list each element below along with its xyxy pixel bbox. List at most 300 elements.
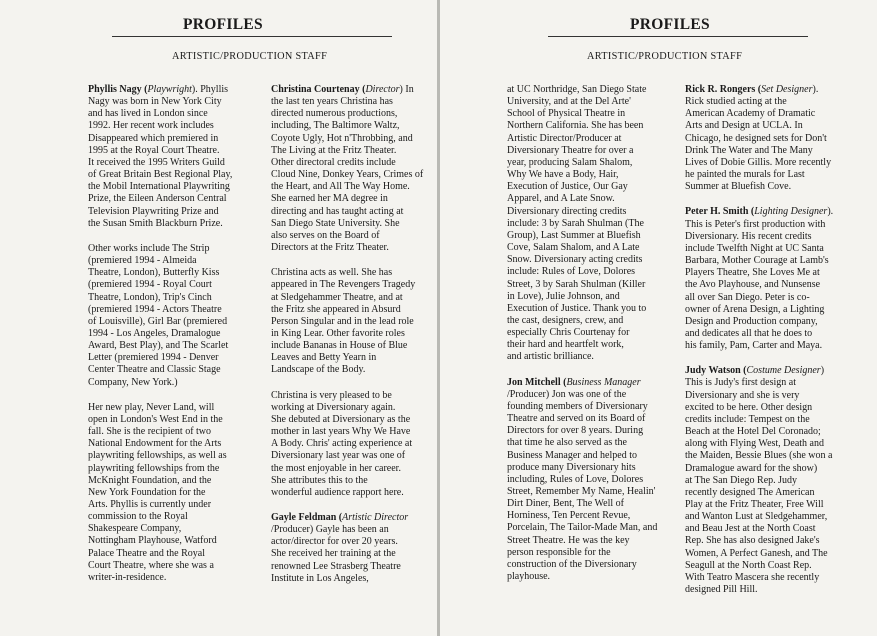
line-text: Disappeared which premiered in: [88, 132, 219, 144]
line-text: Rep. She has also designed Jake's: [685, 535, 820, 547]
title-rule: [112, 36, 392, 37]
text-line: [507, 401, 677, 413]
line-text: Coyote Ugly, Hot n'Throbbing, and: [271, 132, 413, 144]
text-line: [88, 292, 263, 304]
text-line: [507, 486, 677, 498]
text-line: [88, 352, 263, 364]
text-line: [685, 316, 870, 328]
paragraph-gap: [271, 377, 431, 390]
text-line: [685, 560, 870, 572]
line-text: the Avo Playhouse, and Nunsense: [685, 279, 821, 291]
text-line: [88, 535, 263, 547]
text-line: [685, 463, 870, 475]
line-text: Person Singular and in the lead role: [271, 315, 414, 327]
line-text: Snow. Diversionary acting credits: [507, 254, 643, 266]
text-line: [271, 108, 431, 120]
text-line: [88, 218, 263, 230]
line-text: Cove, Salam Shalom, and A Late: [507, 242, 640, 254]
text-line: [271, 524, 431, 536]
text-line: [685, 584, 870, 596]
line-text: ): [820, 365, 825, 377]
line-text: the most enjoyable in her career.: [271, 462, 401, 474]
text-line: [685, 267, 870, 279]
text-line: [271, 157, 431, 169]
line-text: Rick studied acting at the: [685, 96, 787, 108]
line-text: Award, Best Play), and The Scarlet: [88, 340, 229, 352]
line-text: Nottingham Playhouse, Watford: [88, 535, 217, 547]
role-title: Set Designer: [761, 84, 813, 95]
role-title: Director: [365, 84, 400, 95]
line-text: McKnight Foundation, and the: [88, 474, 212, 486]
line-text: the Susan Smith Blackburn Prize.: [88, 217, 223, 229]
line-text: ).: [812, 84, 819, 95]
line-text: San Diego State University. She: [271, 217, 400, 229]
text-line: [88, 206, 263, 218]
text-line: [88, 548, 263, 560]
line-text: Other directoral credits include: [271, 156, 396, 168]
text-line: [507, 133, 677, 145]
line-text: working at Diversionary again.: [271, 401, 396, 413]
line-text: along with Flying West, Death and: [685, 438, 824, 450]
line-text: (premiered 1994 - Actors Theatre: [88, 303, 222, 315]
line-text: Artistic Director/Producer at: [507, 132, 622, 144]
text-line: [271, 169, 431, 181]
text-line: [88, 193, 263, 205]
text-line: [507, 108, 677, 120]
line-text: Drink The Water and The Many: [685, 144, 813, 156]
line-text: recently designed The American: [685, 486, 815, 498]
text-column: [685, 84, 870, 596]
paragraph-gap: [685, 352, 870, 365]
line-text: Dramalogue award for the show): [685, 462, 818, 474]
text-line: [271, 279, 431, 291]
text-line: [271, 512, 431, 524]
line-text: Summer at Bluefish Cove.: [685, 181, 792, 193]
text-line: [507, 474, 677, 486]
text-line: [507, 462, 677, 474]
line-text: ) In: [399, 84, 414, 95]
text-line: [271, 364, 431, 376]
text-line: [507, 510, 677, 522]
line-text: at The San Diego Rep. Judy: [685, 474, 798, 486]
person-name: Rick R. Rongers (: [685, 84, 762, 95]
text-line: [88, 402, 263, 414]
line-text: directed numerous productions,: [271, 108, 398, 120]
line-text: /Producer) Jon was one of the: [507, 388, 627, 400]
line-text: Directors for over 8 years. During: [507, 425, 644, 437]
line-text: including, Rules of Love, Dolores: [507, 473, 644, 485]
line-text: designed Pill Hill.: [685, 584, 758, 596]
text-line: [685, 231, 870, 243]
line-text: the Fritz she appeared in Absurd: [271, 303, 401, 315]
line-text: Street, 3 by Sarah Shulman (Killer: [507, 278, 646, 290]
role-title: Lighting Designer: [754, 206, 828, 218]
text-line: [271, 181, 431, 193]
line-text: Northern California. She has been: [507, 120, 644, 132]
text-line: [271, 316, 431, 328]
text-line: [685, 402, 870, 414]
line-text: the Mobil International Playwriting: [88, 181, 230, 193]
text-line: [507, 279, 677, 291]
person-name: Peter H. Smith (: [685, 206, 755, 218]
text-line: [88, 377, 263, 389]
text-line: [507, 535, 677, 547]
text-line: [88, 340, 263, 352]
text-column: [271, 84, 431, 585]
line-text: Theatre, London), Butterfly Kiss: [88, 267, 220, 279]
text-line: [507, 315, 677, 327]
text-line: [507, 193, 677, 205]
line-text: founding members of Diversionary: [507, 400, 648, 412]
text-line: [507, 522, 677, 534]
text-line: [507, 559, 677, 571]
text-line: [88, 487, 263, 499]
line-text: especially Chris Courtenay for: [507, 327, 630, 339]
text-line: [507, 327, 677, 339]
line-text: mother in last years Why We Have: [271, 426, 411, 438]
line-text: Company, New York.): [88, 376, 178, 388]
line-text: Barbara, Mother Courage at Lamb's: [685, 255, 829, 267]
line-text: Dirt Diner, Bent, The Well of: [507, 498, 625, 510]
text-line: [271, 96, 431, 108]
text-line: [271, 414, 431, 426]
text-line: [271, 304, 431, 316]
person-name: Jon Mitchell (: [507, 376, 567, 388]
left-page: [0, 0, 437, 636]
line-text: Theatre, London), Trip's Cinch: [88, 291, 212, 303]
text-line: [507, 425, 677, 437]
text-line: [507, 303, 677, 315]
line-text: A Body. Chris' acting experience at: [271, 438, 413, 450]
line-text: include: Rules of Love, Dolores: [507, 266, 636, 278]
line-text: She debuted at Diversionary as the: [271, 413, 411, 425]
paragraph-gap: [271, 254, 431, 267]
line-text: his family, Pam, Carter and Maya.: [685, 340, 823, 352]
line-text: Porcelain, The Tailor-Made Man, and: [507, 522, 658, 534]
line-text: include: 3 by Sarah Shulman (The: [507, 217, 644, 229]
text-line: [507, 547, 677, 559]
text-line: [507, 437, 677, 449]
text-line: [88, 157, 263, 169]
line-text: She earned her MA degree in: [271, 193, 388, 205]
text-line: [271, 120, 431, 132]
text-line: [507, 230, 677, 242]
text-line: [685, 120, 870, 132]
text-line: [507, 206, 677, 218]
line-text: including, The Baltimore Waltz,: [271, 120, 400, 132]
page-title: PROFILES: [183, 16, 263, 33]
line-text: School of Physical Theatre in: [507, 108, 626, 120]
line-text: With Teatro Mascera she recently: [685, 571, 820, 583]
line-text: The Living at the Fritz Theater.: [271, 144, 397, 156]
text-line: [88, 450, 263, 462]
line-text: the last ten years Christina has: [271, 96, 393, 108]
line-text: Palace Theatre and the Royal: [88, 547, 205, 559]
text-line: [88, 84, 263, 96]
line-text: all over San Diego. Peter is co-: [685, 291, 810, 303]
line-text: Letter (premiered 1994 - Denver: [88, 352, 219, 364]
text-line: [271, 536, 431, 548]
text-line: [507, 120, 677, 132]
line-text: It received the 1995 Writers Guild: [88, 156, 225, 168]
line-text: Why We have a Body, Hair,: [507, 169, 619, 181]
line-text: Christina acts as well. She has: [271, 267, 393, 279]
title-rule: [548, 36, 808, 37]
text-line: [685, 475, 870, 487]
text-line: [88, 426, 263, 438]
line-text: in King Lear. Other favorite roles: [271, 327, 405, 339]
text-line: [507, 84, 677, 96]
text-line: [685, 523, 870, 535]
text-line: [507, 339, 677, 351]
line-text: New York Foundation for the: [88, 486, 206, 498]
page-subtitle: ARTISTIC/PRODUCTION STAFF: [172, 51, 328, 62]
text-line: [271, 438, 431, 450]
line-text: playhouse.: [507, 571, 551, 583]
text-line: [507, 413, 677, 425]
line-text: Other works include The Strip: [88, 242, 210, 254]
text-line: [88, 267, 263, 279]
line-text: ).: [827, 206, 834, 218]
line-text: at UC Northridge, San Diego State: [507, 84, 647, 95]
line-text: Diversionary last year was one of: [271, 450, 406, 462]
text-line: [271, 573, 431, 585]
role-title: Artistic Director: [342, 512, 409, 523]
person-name: Judy Watson (: [685, 365, 747, 377]
line-text: the Maiden, Bessie Blues (she won a: [685, 450, 833, 462]
line-text: and has lived in London since: [88, 108, 208, 120]
text-line: [88, 438, 263, 450]
text-line: [507, 351, 677, 363]
line-text: Apparel, and A Late Snow.: [507, 193, 615, 205]
text-line: [685, 487, 870, 499]
line-text: the Heart, and All The Way Home.: [271, 181, 410, 193]
text-line: [88, 96, 263, 108]
text-line: [685, 365, 870, 377]
line-text: produce many Diversionary hits: [507, 461, 636, 473]
text-line: [507, 498, 677, 510]
line-text: Women, A Perfect Ganesh, and The: [685, 547, 828, 559]
text-line: [507, 145, 677, 157]
text-line: [88, 463, 263, 475]
line-text: and dedicates all that he does to: [685, 327, 813, 339]
line-text: She attributes this to the: [271, 474, 368, 486]
line-text: Business Manager and helped to: [507, 449, 637, 461]
line-text: excited to be here. Other design: [685, 401, 813, 413]
line-text: Execution of Justice. Thank you to: [507, 302, 647, 314]
text-line: [685, 377, 870, 389]
text-line: [685, 499, 870, 511]
line-text: at Sledgehammer Theatre, and at: [271, 291, 403, 303]
line-text: National Endowment for the Arts: [88, 438, 222, 450]
line-text: include Bananas in House of Blue: [271, 340, 408, 352]
line-text: This is Peter's first production with: [685, 218, 826, 230]
text-line: [685, 304, 870, 316]
text-line: [271, 475, 431, 487]
line-text: /Producer) Gayle has been an: [271, 524, 389, 536]
text-line: [271, 463, 431, 475]
line-text: Her new play, Never Land, will: [88, 401, 215, 413]
text-line: [88, 475, 263, 487]
text-line: [685, 181, 870, 193]
text-line: [685, 133, 870, 145]
person-name: Gayle Feldman (: [271, 512, 343, 523]
text-line: [271, 218, 431, 230]
text-line: [685, 255, 870, 267]
line-text: Diversionary and she is very: [685, 389, 800, 401]
page-title: PROFILES: [630, 16, 710, 33]
text-line: [507, 218, 677, 230]
text-line: [507, 389, 677, 401]
text-line: [271, 352, 431, 364]
line-text: Directors at the Fritz Theater.: [271, 242, 389, 254]
line-text: American Academy of Dramatic: [685, 108, 816, 120]
text-line: [685, 84, 870, 96]
line-text: 1994 - Los Angeles, Dramalogue: [88, 327, 221, 339]
text-line: [271, 230, 431, 242]
paragraph-gap: [271, 499, 431, 512]
text-line: [507, 242, 677, 254]
line-text: wonderful audience rapport here.: [271, 486, 404, 498]
text-line: [685, 511, 870, 523]
text-line: [507, 181, 677, 193]
text-line: [271, 450, 431, 462]
line-text: Court Theatre, where she was a: [88, 559, 214, 571]
text-line: [685, 450, 870, 462]
line-text: Street, Remember My Name, Healin': [507, 486, 656, 497]
text-line: [685, 96, 870, 108]
text-line: [88, 169, 263, 181]
line-text: person responsible for the: [507, 546, 611, 558]
line-text: Landscape of the Body.: [271, 364, 366, 376]
paragraph-gap: [507, 364, 677, 377]
text-line: [507, 571, 677, 583]
line-text: and Beau Jest at the North Coast: [685, 523, 816, 535]
text-line: [88, 304, 263, 316]
line-text: of Louisville), Girl Bar (premiered: [88, 315, 228, 327]
text-line: [507, 96, 677, 108]
text-line: [271, 548, 431, 560]
text-line: [685, 328, 870, 340]
text-line: [88, 523, 263, 535]
line-text: (premiered 1994 - Royal Court: [88, 279, 212, 291]
paragraph-gap: [685, 193, 870, 206]
line-text: fall. She is the recipient of two: [88, 426, 212, 438]
line-text: also serves on the Board of: [271, 229, 380, 241]
text-line: [685, 145, 870, 157]
line-text: include Twelfth Night at UC Santa: [685, 242, 824, 254]
line-text: Theatre and served on its Board of: [507, 413, 646, 425]
text-line: [88, 316, 263, 328]
text-line: [271, 84, 431, 96]
text-line: [88, 255, 263, 267]
person-name: Phyllis Nagy (: [88, 84, 148, 95]
line-text: Institute in Los Angeles,: [271, 572, 369, 584]
line-text: Design and Production company,: [685, 315, 818, 327]
role-title: Business Manager: [566, 376, 641, 388]
line-text: This is Judy's first design at: [685, 377, 796, 389]
line-text: playwriting fellowships, as well as: [88, 450, 227, 462]
text-line: [685, 548, 870, 560]
text-line: [685, 426, 870, 438]
text-line: [271, 328, 431, 340]
line-text: ). Phyllis: [191, 84, 229, 95]
line-text: Execution of Justice, Our Gay: [507, 181, 628, 193]
line-text: commission to the Royal: [88, 511, 188, 523]
role-title: Playwright: [147, 84, 192, 95]
page-subtitle: ARTISTIC/PRODUCTION STAFF: [587, 51, 743, 62]
line-text: actor/director for over 20 years.: [271, 536, 398, 548]
line-text: (premiered 1994 - Almeida: [88, 255, 197, 267]
text-line: [88, 145, 263, 157]
text-line: [271, 561, 431, 573]
line-text: of Great Britain Best Regional Play,: [88, 169, 233, 181]
text-line: [88, 120, 263, 132]
text-line: [685, 340, 870, 352]
line-text: open in London's West End in the: [88, 413, 223, 425]
text-line: [685, 219, 870, 231]
text-line: [88, 181, 263, 193]
line-text: Prize, the Eileen Anderson Central: [88, 193, 227, 205]
text-line: [271, 206, 431, 218]
line-text: Beach at the Hotel Del Coronado;: [685, 426, 821, 438]
text-line: [685, 279, 870, 291]
line-text: their hard and heartfelt work,: [507, 339, 624, 351]
text-line: [685, 108, 870, 120]
line-text: and artistic brilliance.: [507, 351, 594, 363]
text-column: [507, 84, 677, 583]
text-line: [271, 133, 431, 145]
line-text: Shakespeare Company,: [88, 523, 182, 535]
line-text: credits include: Tempest on the: [685, 413, 810, 425]
text-line: [271, 426, 431, 438]
text-line: [88, 279, 263, 291]
text-line: [271, 193, 431, 205]
text-line: [685, 390, 870, 402]
text-line: [271, 145, 431, 157]
text-line: [88, 572, 263, 584]
line-text: he painted the murals for Last: [685, 169, 805, 181]
line-text: Lives of Dobie Gillis. More recently: [685, 156, 832, 168]
text-line: [685, 535, 870, 547]
text-column: [88, 84, 263, 584]
line-text: Arts and Design at UCLA. In: [685, 120, 803, 132]
line-text: Cloud Nine, Donkey Years, Crimes of: [271, 169, 424, 181]
line-text: and Wanton Lust at Sledgehammer,: [685, 511, 828, 523]
text-line: [271, 267, 431, 279]
line-text: renowned Lee Strasberg Theatre: [271, 560, 401, 572]
line-text: directing and has taught acting at: [271, 205, 404, 217]
line-text: playwriting fellowships from the: [88, 462, 220, 474]
text-line: [507, 169, 677, 181]
line-text: writer-in-residence.: [88, 571, 167, 583]
line-text: Arts. Phyllis is currently under: [88, 499, 212, 510]
text-line: [685, 206, 870, 218]
text-line: [685, 572, 870, 584]
paragraph-gap: [88, 230, 263, 243]
text-line: [88, 364, 263, 376]
text-line: [271, 340, 431, 352]
line-text: Street Theatre. He was the key: [507, 534, 630, 546]
person-name: Christina Courtenay (: [271, 84, 366, 95]
line-text: Horniness, Ten Percent Revue,: [507, 510, 631, 522]
line-text: Leaves and Betty Yearn in: [271, 352, 377, 364]
line-text: Play at the Fritz Theater, Free Will: [685, 499, 824, 510]
line-text: Nagy was born in New York City: [88, 96, 222, 108]
line-text: University, and at the Del Arte': [507, 96, 631, 108]
role-title: Costume Designer: [746, 365, 821, 377]
line-text: Diversionary. His recent credits: [685, 230, 812, 242]
